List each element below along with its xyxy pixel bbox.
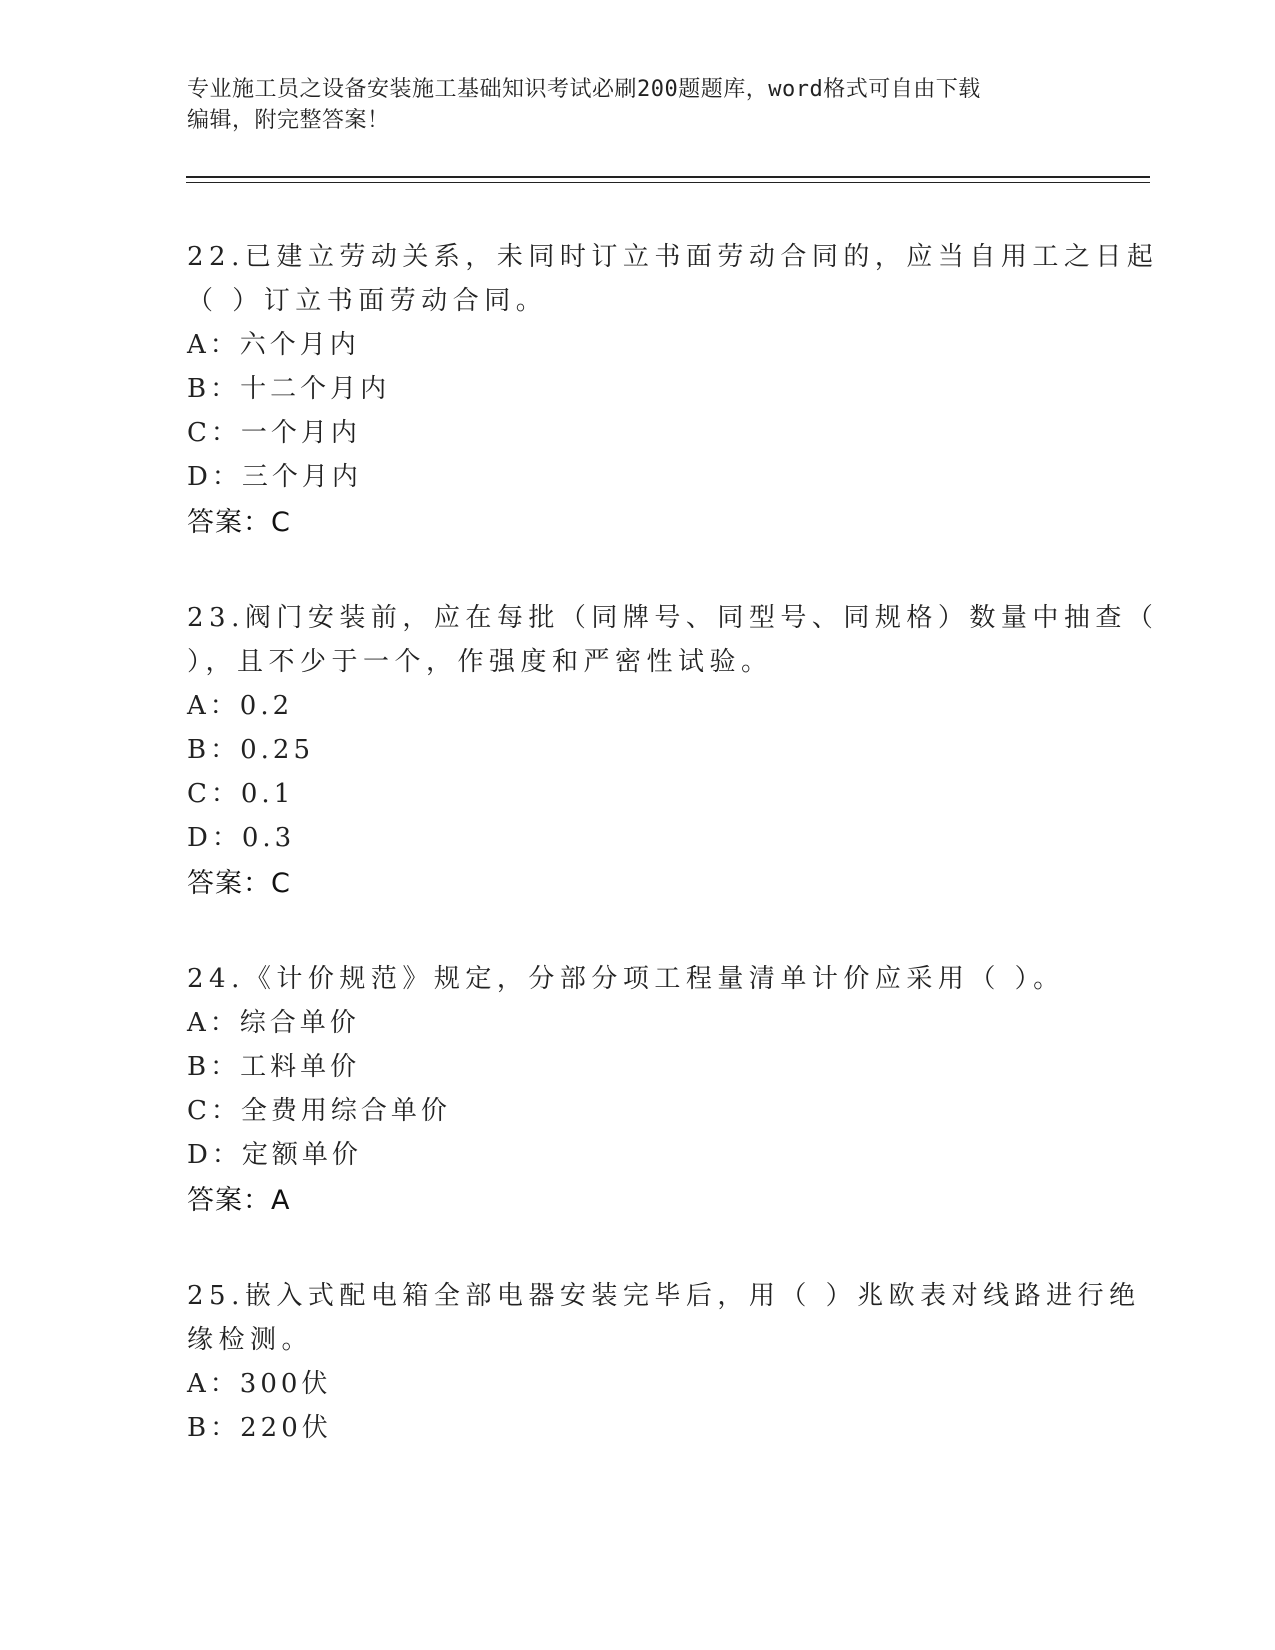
question-24-answer: 答案：A — [187, 1185, 291, 1216]
question-24-option-a: A：综合单价 — [187, 1008, 360, 1038]
header-line-2: 编辑，附完整答案！ — [187, 108, 390, 133]
question-24-option-d: D：定额单价 — [187, 1140, 362, 1170]
question-23-option-a: A：0.2 — [187, 691, 294, 721]
question-22-option-d: D：三个月内 — [187, 462, 362, 492]
question-22-stem-line-1: 22.已建立劳动关系，未同时订立书面劳动合同的，应当自用工之日起 — [187, 242, 1159, 272]
question-24-stem-line-1: 24.《计价规范》规定，分部分项工程量清单计价应采用（ ）。 — [187, 964, 1065, 994]
question-24-option-c: C：全费用综合单价 — [187, 1096, 451, 1126]
question-25-stem-line-1: 25.嵌入式配电箱全部电器安装完毕后，用（ ）兆欧表对线路进行绝 — [187, 1281, 1141, 1311]
question-23-answer: 答案：C — [187, 868, 291, 899]
question-22-answer: 答案：C — [187, 507, 291, 538]
question-25-stem-line-2: 缘检测。 — [187, 1325, 314, 1355]
question-22-option-c: C：一个月内 — [187, 418, 361, 448]
question-25-option-a: A：300伏 — [187, 1369, 332, 1399]
question-22-option-a: A：六个月内 — [187, 330, 360, 360]
header-divider-thin — [186, 182, 1150, 183]
question-23-option-d: D：0.3 — [187, 823, 296, 853]
question-23-stem-line-2: ），且不少于一个，作强度和严密性试验。 — [187, 647, 773, 677]
question-22-stem-line-2: （ ）订立书面劳动合同。 — [187, 286, 548, 316]
question-24-option-b: B：工料单价 — [187, 1052, 361, 1082]
document-header — [187, 74, 1067, 136]
question-25-option-b: B：220伏 — [187, 1413, 332, 1443]
question-23-option-c: C：0.1 — [187, 779, 295, 809]
question-23-option-b: B：0.25 — [187, 735, 314, 765]
question-22-option-b: B：十二个月内 — [187, 374, 391, 404]
header-line-1: 专业施工员之设备安装施工基础知识考试必刷200题题库，word格式可自由下载 — [187, 77, 981, 102]
question-23-stem-line-1: 23.阀门安装前，应在每批（同牌号、同型号、同规格）数量中抽查（ — [187, 603, 1159, 633]
header-divider-thick — [186, 176, 1150, 178]
